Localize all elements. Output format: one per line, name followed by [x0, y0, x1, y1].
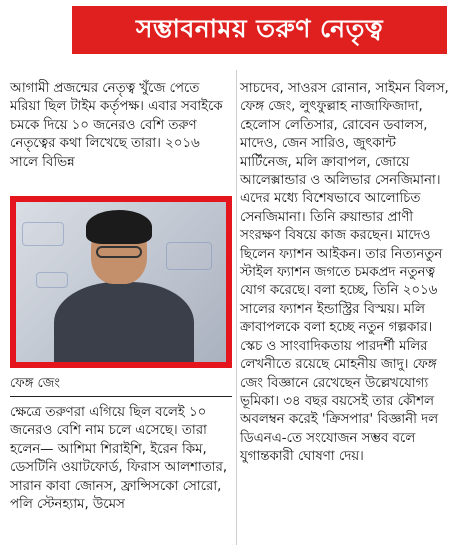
caption-divider: [10, 396, 232, 397]
article-paragraph: আগামী প্রজন্মের নেতৃত্ব খুঁজে পেতে মরিয়া ছিল টাইম কর্তৃপক্ষ। এবার সবাইকে চমকে দিয়ে ১০ জনেরও বেশি তরুণ নেতৃত্বের কথা লিখেছে তারা। ২০১৬ সালে বিভিন্ন: [10, 81, 223, 170]
portrait-photo: [16, 202, 226, 362]
photo-frame: [10, 196, 232, 368]
article-paragraph: সাচদেব, সাওরস রোনান, সাইমন বিলস, ফেঙ্গ জেং, লুৎফুল্লাহ নাজাফিজাদা, হেলোস লেতিসার, রোবেন ডবালস, মাদেও, জেন সারিও, জুৎকান্ট মার্টিনেজ, মলি ক্রাবাপল, জোয়ে আলেক্সান্ডার ও অলিভার সেনজিমানা। এদের মধ্যে বিশেষভাবে আলোচিত সেনজিমানা। তিনি রুয়ান্ডার প্রাণী সংরক্ষণ বিষয়ে কাজ করছেন। মাদেও ছিলেন ফ্যাশন আইকন। তার নিত্যনতুন স্টাইল ফ্যাশন জগতে চমকপ্রদ নতুনত্ব যোগ করেছে। বলা হচ্ছে, তিনি ২০১৬ সালের ফ্যাশন ইন্ডাস্ট্রির বিস্ময়। মলি ক্রাবাপলকে বলা হচ্ছে নতুন গল্পকার। স্কেচ ও সাংবাদিকতায় পারদর্শী মলির লেখনীতে রয়েছে মোহনীয় জাদু। ফেঙ্গ জেং বিজ্ঞানে রেখেছেন উল্লেখযোগ্য ভূমিকা। ৩৪ বছর বয়সেই তার কৌশল অবলম্বন করেই 'ক্রিসপার' বিজ্ঞানী দল ডিএনএ-তে সংযোজন সম্ভব বলে যুগান্তকারী ঘোষণা দেয়।: [240, 81, 449, 465]
article-column-left-top: [10, 80, 230, 172]
whiteboard-sketch: [22, 222, 64, 246]
headline-banner: [72, 6, 447, 54]
person-hair: [86, 210, 152, 244]
whiteboard-sketch: [36, 272, 68, 288]
person-shirt: [54, 282, 194, 362]
article-column-right: [240, 80, 450, 467]
headline: সম্ভাবনাময় তরুণ নেতৃত্ব: [135, 13, 384, 43]
person-glasses: [96, 246, 142, 258]
photo-caption: ফেঙ্গ জেং: [10, 376, 61, 391]
article-paragraph: ক্ষেত্রে তরুণরা এগিয়ে ছিল বলেই ১০ জনেরও বেশি নাম চলে এসেছে। তারা হলেন— আশিমা শিরাইশি, ইরেন কিম, ডেসটিনি ওয়াটফোর্ড, ফিরাস আলশাতার, সারান কাবা জোনস, ফ্রান্সিসকো সোরো, পলি স্টেনহ্যাম, উমেস: [10, 405, 228, 513]
whiteboard-sketch: [166, 242, 212, 270]
column-divider: [236, 70, 237, 545]
article-column-left-bottom: [10, 404, 230, 514]
